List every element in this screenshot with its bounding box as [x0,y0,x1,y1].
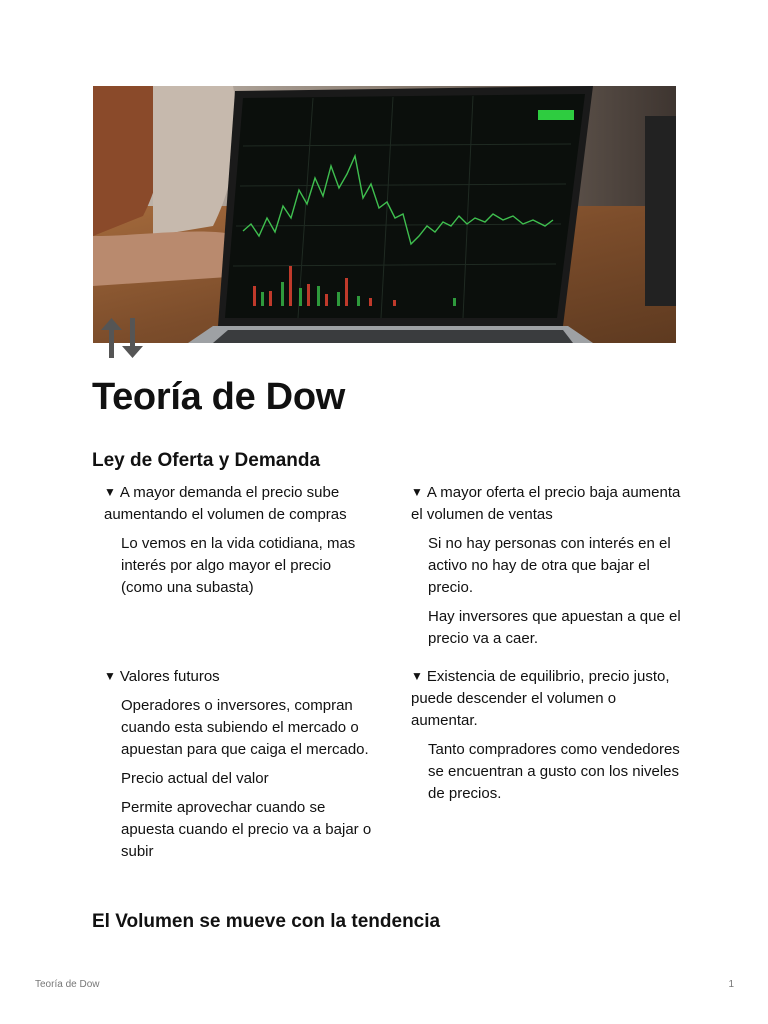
toggle-item: Operadores o inversores, compran cuando esta subiendo el mercado o apuestan para que caiga el mercado. [121,697,369,758]
toggle-futures[interactable] [104,665,374,863]
toggle-demand[interactable] [104,481,374,599]
toggle-supply-header[interactable] [411,481,681,526]
cover-image [93,86,676,343]
toggle-triangle-icon[interactable]: ▼ [411,669,423,683]
toggle-triangle-icon[interactable]: ▼ [411,485,423,499]
footer-document-title: Teoría de Dow [35,979,100,990]
toggle-demand-header[interactable] [104,481,374,526]
section-heading-volume: El Volumen se mueve con la tendencia [92,911,441,932]
toggle-item: Si no hay personas con interés en el activo no hay de otra que bajar el precio. [428,535,671,596]
toggle-triangle-icon[interactable]: ▼ [104,485,116,499]
footer-page-number: 1 [728,979,734,990]
toggle-item: Precio actual del valor [121,770,269,787]
up-down-arrows-icon [100,316,148,360]
toggle-item: Tanto compradores como vendedores se encuentran a gusto con los niveles de precios. [428,741,680,802]
section-heading-supply-demand: Ley de Oferta y Demanda [92,450,321,471]
laptop-chart-illustration [93,86,676,343]
toggle-label: A mayor demanda el precio sube aumentando el volumen de compras [104,484,347,523]
toggle-triangle-icon[interactable]: ▼ [104,669,116,683]
toggle-futures-header[interactable] [104,665,374,688]
toggle-equilibrium-header[interactable] [411,665,681,732]
toggle-label: Existencia de equilibrio, precio justo, puede descender el volumen o aumentar. [411,668,670,729]
toggle-item: Permite aprovechar cuando se apuesta cuando el precio va a bajar o subir [121,799,372,860]
toggle-supply[interactable] [411,481,681,650]
toggle-label: Valores futuros [119,668,220,685]
page-title: Teoría de Dow [92,376,345,418]
toggle-label: A mayor oferta el precio baja aumenta el volumen de ventas [411,484,681,523]
toggle-equilibrium[interactable] [411,665,681,805]
toggle-item: Lo vemos en la vida cotidiana, mas interés por algo mayor el precio (como una subasta) [121,535,356,596]
toggle-item: Hay inversores que apuestan a que el precio va a caer. [428,608,681,647]
